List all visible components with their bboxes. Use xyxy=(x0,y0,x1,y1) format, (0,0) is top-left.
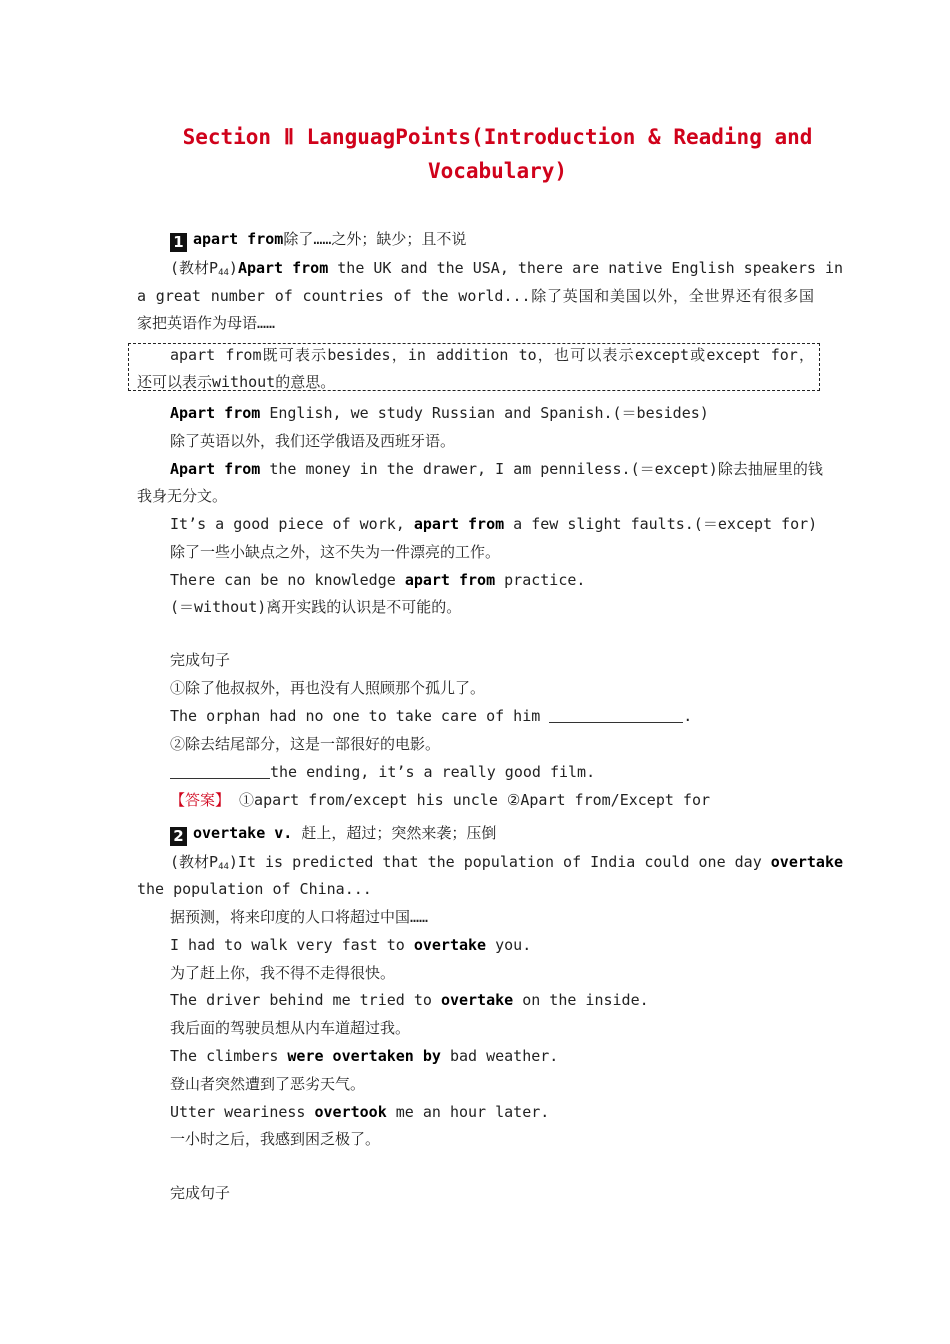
s2-source-label: (教材P xyxy=(170,853,219,871)
answer-label: 【答案】 xyxy=(170,791,231,809)
s2-number-badge: 2 xyxy=(170,827,187,846)
s2-example-2-translation: 我后面的驾驶员想从内车道超过我。 xyxy=(170,1019,411,1037)
s1-source-line-1 xyxy=(170,258,844,283)
s1-answer xyxy=(170,790,710,810)
s1-example-4 xyxy=(170,570,585,590)
s1-q1-end: . xyxy=(683,707,693,725)
s1-source-close: ) xyxy=(228,259,238,277)
s1-ex2-text: the money in the drawer, I am penniless.(＝except)除去抽屉里的钱 xyxy=(260,460,823,478)
s1-source-term: Apart from xyxy=(237,259,329,277)
s1-q1-text: The orphan had no one to take care of him xyxy=(170,707,541,725)
s2-ex4-post: me an hour later. xyxy=(386,1103,550,1121)
s1-ex2-term: Apart from xyxy=(170,460,261,478)
s1-ex3-post: a few slight faults.(＝except for) xyxy=(504,515,818,533)
s1-example-3-translation: 除了一些小缺点之外，这不失为一件漂亮的工作。 xyxy=(170,543,501,561)
s1-example-3 xyxy=(170,514,817,534)
s2-example-4-translation: 一小时之后，我感到困乏极了。 xyxy=(170,1130,381,1148)
s2-example-1 xyxy=(170,935,531,955)
s1-example-1 xyxy=(170,403,709,423)
s2-ex2-post: on the inside. xyxy=(513,991,649,1009)
s1-question-1: ①除了他叔叔外，再也没有人照顾那个孤儿了。 xyxy=(170,679,486,697)
s1-heading xyxy=(170,229,466,252)
s2-ex4-term: overtook xyxy=(314,1103,387,1121)
s1-question-2: ②除去结尾部分，这是一部很好的电影。 xyxy=(170,735,441,753)
page-title xyxy=(170,120,825,188)
s2-source-term: overtake xyxy=(770,853,844,871)
s1-ex4-post: practice. xyxy=(495,571,586,589)
s2-task-heading: 完成句子 xyxy=(170,1184,231,1202)
s1-source-text: the UK and the USA, there are native English speakers in xyxy=(328,259,844,277)
s1-ex4-pre: There can be no knowledge xyxy=(170,571,405,589)
s1-example-2-translation: 我身无分文。 xyxy=(137,487,228,505)
s2-term: overtake v. xyxy=(193,824,293,842)
s2-source-line-1 xyxy=(170,852,844,877)
s2-example-2 xyxy=(170,990,649,1010)
s2-ex1-term: overtake xyxy=(413,936,487,954)
s1-ex4-term: apart from xyxy=(404,571,496,589)
s1-ex1-term: Apart from xyxy=(170,404,261,422)
s2-source-translation: 据预测，将来印度的人口将超过中国…… xyxy=(170,908,429,926)
title-line-1: Section Ⅱ LanguagPoints(Introduction & Reading and xyxy=(182,125,813,149)
s2-ex1-post: you. xyxy=(486,936,532,954)
s1-q2-text: the ending, it’s a really good film. xyxy=(270,763,596,781)
s2-heading xyxy=(170,823,496,846)
s1-task-heading: 完成句子 xyxy=(170,651,231,669)
s2-example-4 xyxy=(170,1102,549,1122)
usage-note-line-2: 还可以表示without的意思。 xyxy=(137,373,336,391)
answer-text: ①apart from/except his uncle ②Apart from/Except for xyxy=(230,791,711,809)
s1-ex1-text: English, we study Russian and Spanish.(＝besides) xyxy=(260,404,709,422)
s1-source-page: 44 xyxy=(218,268,229,278)
s2-example-3 xyxy=(170,1046,558,1066)
s1-question-2-sentence xyxy=(170,762,595,782)
s1-question-1-sentence xyxy=(170,706,692,726)
s2-ex4-pre: Utter weariness xyxy=(170,1103,315,1121)
s2-source-page: 44 xyxy=(218,862,229,872)
s1-q1-blank[interactable] xyxy=(549,708,683,723)
s2-ex3-pre: The climbers xyxy=(170,1047,288,1065)
s2-source-line-2: the population of China... xyxy=(137,880,372,898)
s2-ex2-pre: The driver behind me tried to xyxy=(170,991,441,1009)
s2-ex3-term: were overtaken by xyxy=(287,1047,441,1065)
s1-term: apart from xyxy=(193,230,284,248)
usage-note-line-1: apart from既可表示besides，in addition to，也可以表示except或except for， xyxy=(170,346,814,364)
s2-example-1-translation: 为了赶上你，我不得不走得很快。 xyxy=(170,964,396,982)
s2-ex3-post: bad weather. xyxy=(440,1047,559,1065)
s1-example-1-translation: 除了英语以外，我们还学俄语及西班牙语。 xyxy=(170,432,456,450)
s1-source-line-3: 家把英语作为母语…… xyxy=(137,314,276,332)
s1-example-2 xyxy=(170,459,823,479)
s1-meaning: 除了……之外；缺少；且不说 xyxy=(283,230,467,248)
s2-ex2-term: overtake xyxy=(440,991,514,1009)
s1-q2-blank[interactable] xyxy=(170,764,270,779)
s2-ex1-pre: I had to walk very fast to xyxy=(170,936,414,954)
s1-number-badge: 1 xyxy=(170,233,187,252)
s1-ex3-term: apart from xyxy=(413,515,505,533)
s1-source-label: (教材P xyxy=(170,259,219,277)
s1-source-line-2: a great number of countries of the world...除了英国和美国以外，全世界还有很多国 xyxy=(137,287,814,305)
s2-source-text: )It is predicted that the population of India could one day xyxy=(228,853,771,871)
s2-example-3-translation: 登山者突然遭到了恶劣天气。 xyxy=(170,1075,366,1093)
s1-ex3-pre: It’s a good piece of work, xyxy=(170,515,414,533)
s2-meaning: 赶上，超过；突然来袭；压倒 xyxy=(292,824,497,842)
title-line-2: Vocabulary) xyxy=(427,159,568,183)
s1-example-4-translation: (＝without)离开实践的认识是不可能的。 xyxy=(170,598,462,616)
